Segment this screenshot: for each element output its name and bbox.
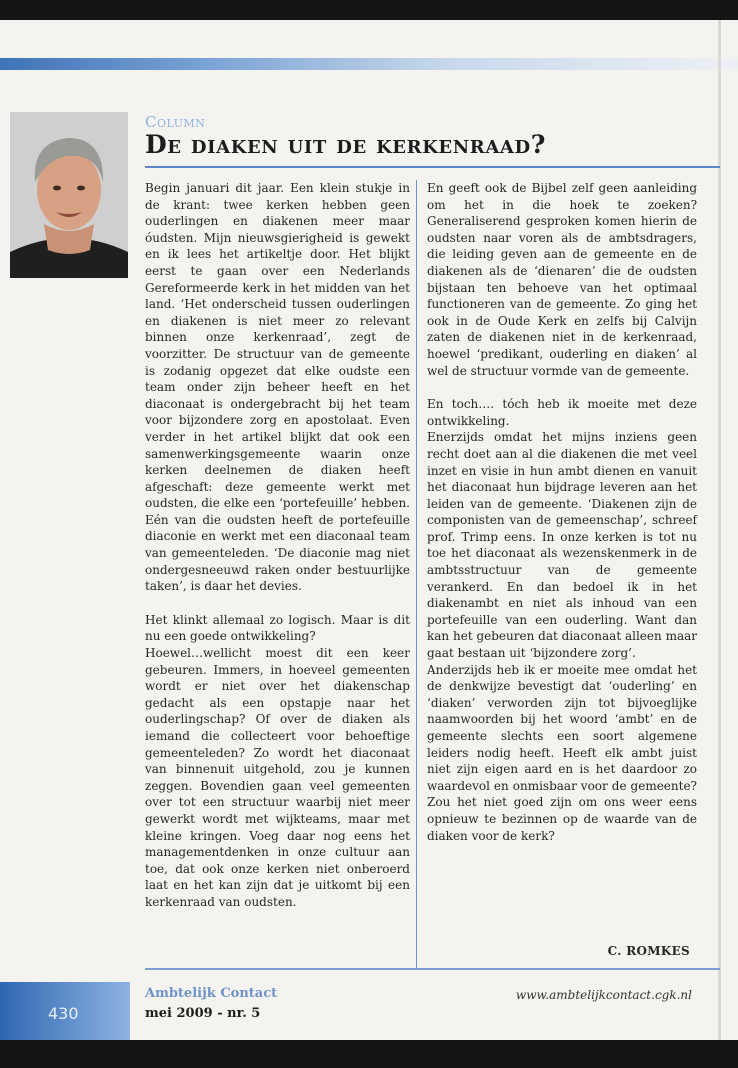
paragraph: Begin januari dit jaar. Een klein stukje in de krant: twee kerken hebben geen ouderlingen en diakenen meer maar óudsten. Mijn nieuwsgierigheid is gewekt en ik lees het artikeltje door. Het blijkt eerst te gaan over een Nederlands Gereformeerde kerk in het midden van het land. ‘Het onderscheid tussen ouderlingen en diakenen is niet meer zo relevant binnen onze kerkenraad’, zegt de voorzitter. De structuur van de gemeente is zodanig opgezet dat elke oudste een team onder zijn beheer heeft en het diaconaat is ondergebracht bij het team voor bijzondere zorg en apostolaat. Even verder in het artikel blijkt dat ook een samenwerkingsgemeente waarin onze kerken deelnemen de diaken heeft afgeschaft: deze gemeente werkt met oudsten, die elke een ‘portefeuille’ hebben. Eén van die oudsten heeft de portefeuille diaconie en werkt met een diaconaal team van gemeenteleden. ‘De diaconie mag niet ondergesneeuwd raken onder bestuurlijke taken’, is daar het devies.: [145, 181, 410, 594]
paragraph: En geeft ook de Bijbel zelf geen aanleiding om het in die hoek te zoeken? Generaliserend gesproken komen hierin de oudsten naar voren als de ambtsdragers, die leiding geven aan de gemeente en de diakenen als de ‘dienaren’ die de oudsten bijstaan ten behoeve van het optimaal functioneren van de gemeente. Zo ging het ook in de Oude Kerk en zelfs bij Calvijn zaten de diakenen niet in de kerkenraad, hoewel ‘predikant, ouderling en diaken’ al wel de structuur vormde van de gemeente.: [427, 181, 697, 378]
bottom-border: [0, 1040, 738, 1068]
author-photo: [10, 112, 128, 278]
page-spine: [718, 20, 721, 1040]
paragraph: Enerzijds omdat het mijns inziens geen recht doet aan al die diakenen die met veel inzet en visie in hun ambt dienen en vanuit het diaconaat hun bijdrage leveren aan het leiden van de gemeente. ‘Diakenen zijn de componisten van de gemeenschap’, schreef prof. Trimp eens. In onze kerken is tot nu toe het diaconaat als wezenskenmerk in de ambtsstructuur van de gemeente verankerd. En dan bedoel ik in het diakenambt en niet als inhoud van een portefeuille van een ouderling. Want dan kan het gebeuren dat diaconaat alleen maar gaat bestaan uit ‘bijzondere zorg’.: [427, 430, 697, 661]
paragraph: Anderzijds heb ik er moeite mee omdat het de denkwijze bevestigt dat ‘ouderling’ en ‘diaken’ verworden zijn tot bijvoeglijke naamwoorden bij het woord ‘ambt’ en de gemeente slechts een soort algemene leiders nodig heeft. Heeft elk ambt juist niet zijn eigen aard en is het daardoor zo waardevol en onmisbaar voor de gemeente? Zou het niet goed zijn om ons weer eens opnieuw te bezinnen op de waarde van de diaken voor de kerk?: [427, 662, 697, 843]
section-kicker: Column: [145, 113, 206, 131]
column-divider: [416, 180, 417, 969]
header-color-band: [0, 58, 738, 70]
paragraph: Het klinkt allemaal zo logisch. Maar is dit nu een goede ontwikkeling?: [145, 612, 410, 644]
paragraph: En toch…. tóch heb ik moeite met deze ontwikkeling.: [427, 397, 697, 428]
website-url: www.ambtelijkcontact.cgk.nl: [515, 988, 692, 1002]
page-number: 430: [48, 1004, 79, 1023]
article-column-left: [145, 180, 410, 911]
paragraph: Hoewel…wellicht moest dit een keer gebeuren. Immers, in hoeveel gemeenten wordt er niet over het diakenschap gedacht als een opstapje naar het ouderlingschap? Of over de diaken als iemand die collecteert voor behoeftige gemeenteleden? Zo wordt het diaconaat van binnenuit uitgehold, zou je kunnen zeggen. Bovendien gaan veel gemeenten over tot een structuur waarbij niet meer gewerkt wordt met wijkteams, maar met kleine kringen. Voeg daar nog eens het managementdenken in onze cultuur aan toe, dat ook onze kerken niet onberoerd laat en het kan zijn dat je uitkomt bij een kerkenraad van oudsten.: [145, 646, 410, 909]
article-title: De diaken uit de kerkenraad?: [145, 130, 546, 159]
top-border: [0, 0, 738, 20]
footer-rule: [145, 968, 720, 970]
magazine-issue: mei 2009 - nr. 5: [145, 1006, 261, 1021]
magazine-title: Ambtelijk Contact: [145, 986, 278, 1001]
article-column-right: [427, 180, 697, 844]
title-underline: [145, 166, 720, 168]
author-signature: C. ROMKES: [607, 944, 690, 958]
author-portrait-image: [10, 112, 128, 278]
